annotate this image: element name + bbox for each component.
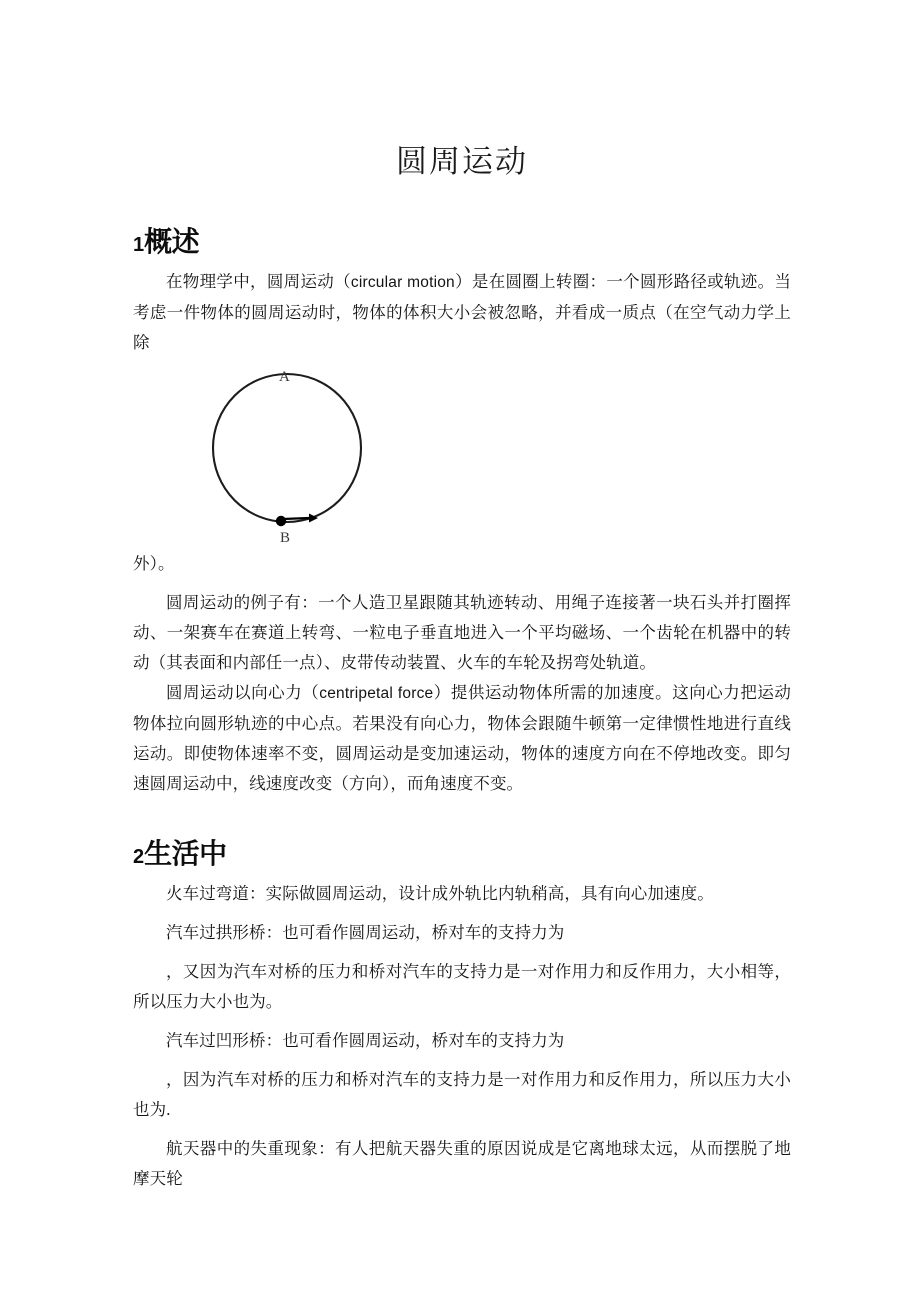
document-content-column: [133, 0, 791, 1194]
spacer: [133, 1125, 791, 1134]
spacer: [133, 909, 791, 918]
heading-number-2: 2: [133, 845, 145, 868]
paragraph-overview-3-text-after: ）提供运动物体所需的加速度。这向心力把运动物体拉向圆形轨迹的中心点。若果没有向心力，物体会跟随牛顿第一定律惯性地进行直线运动。即使物体速率不变，圆周运动是变加速运动，物体的速度方向在不停地改变。即匀速圆周运动中，线速度改变（方向），而角速度不变。: [133, 682, 791, 793]
paragraph-overview-1: [133, 267, 791, 358]
paragraph-life-6: 航天器中的失重现象：有人把航天器失重的原因说成是它离地球太远，从而摆脱了地摩天轮: [133, 1138, 791, 1188]
figure-inner: [211, 364, 396, 549]
paragraph-life-2: 汽车过拱形桥：也可看作圆周运动，桥对车的支持力为: [166, 922, 565, 942]
orbit-circle: [213, 374, 361, 522]
paragraph-overview-3-text-before: 圆周运动以向心力（: [166, 682, 320, 702]
spacer: [133, 579, 791, 588]
heading-number-1: 1: [133, 234, 145, 257]
particle-dot-icon: [276, 516, 286, 526]
heading-label-2: 生活中: [144, 837, 227, 869]
paragraph-overview-1-text-before: 在物理学中，圆周运动（: [166, 271, 351, 291]
paragraph-overview-1-continued: 外）。: [133, 553, 175, 573]
paragraph-life-1: 火车过弯道：实际做圆周运动，设计成外轨比内轨稍高，具有向心加速度。: [166, 883, 714, 903]
spacer: [133, 258, 791, 267]
paragraph-overview-1-text-after: ）是在圆圈上转圈：一个圆形路径或轨迹。当考虑一件物体的圆周运动时，物体的体积大小会被忽略，并看成一质点（在空气动力学上除: [133, 271, 792, 352]
spacer: [133, 1056, 791, 1065]
paragraph-overview-2: 圆周运动的例子有：一个人造卫星跟随其轨迹转动、用绳子连接著一块石头并打圈挥动、一架赛车在赛道上转弯、一粒电子垂直地进入一个平均磁场、一个齿轮在机器中的转动（其表面和内部任一点）、皮带传动装置、火车的车轮及拐弯处轨道。: [133, 592, 791, 672]
paragraph-life-5: ，因为汽车对桥的压力和桥对汽车的支持力是一对作用力和反作用力，所以压力大小也为.: [133, 1069, 791, 1119]
heading-section-2: [133, 799, 791, 870]
figure-label-a: A: [279, 368, 290, 385]
spacer: [133, 870, 791, 879]
spacer: [133, 1017, 791, 1026]
figure-circular-motion: [133, 364, 791, 549]
figure-label-b: B: [280, 529, 291, 546]
spacer: [133, 948, 791, 957]
paragraph-life-3: ，又因为汽车对桥的压力和桥对汽车的支持力是一对作用力和反作用力，大小相等，所以压力大小也为。: [133, 961, 791, 1011]
term-circular-motion: circular motion: [350, 273, 455, 291]
heading-section-1: [133, 180, 791, 258]
paragraph-overview-3: [133, 678, 791, 799]
heading-label-1: 概述: [144, 226, 200, 258]
page-title: 圆周运动: [396, 144, 528, 179]
paragraph-life-4: 汽车过凹形桥：也可看作圆周运动，桥对车的支持力为: [166, 1030, 565, 1050]
term-centripetal-force: centripetal force: [319, 684, 434, 702]
circular-path-icon: [211, 364, 396, 549]
